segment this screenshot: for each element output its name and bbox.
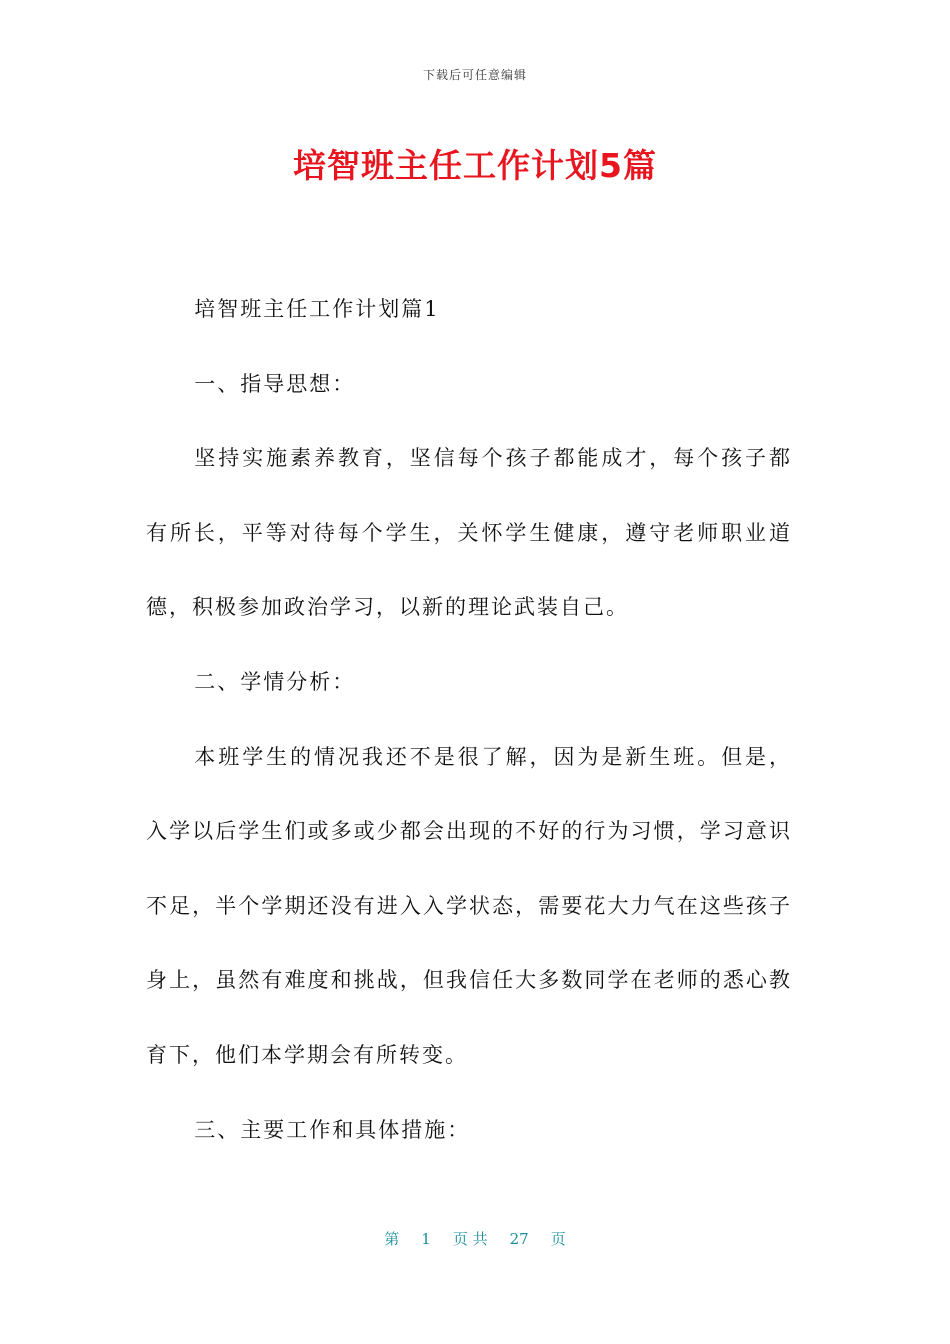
footer-page-prefix: 第 [384, 1230, 400, 1248]
section-heading-guiding-idea: 一、指导思想： [194, 371, 356, 396]
footer-page-mid: 页 共 [452, 1230, 488, 1248]
section-heading-student-analysis: 二、学情分析： [194, 669, 356, 694]
paragraph-guiding-idea: 坚持实施素养教育，坚信每个孩子都能成才，每个孩子都有所长，平等对待每个学生，关怀学生健康，遵守老师职业道德，积极参加政治学习，以新的理论武装自己。 [146, 446, 792, 620]
footer-current-page: 1 [421, 1230, 431, 1248]
section-heading-plan-1: 培智班主任工作计划篇1 [194, 297, 440, 321]
footer-page-suffix: 页 [550, 1230, 566, 1248]
section-heading-main-work: 三、主要工作和具体措施： [194, 1117, 471, 1142]
page-header-note: 下载后可任意编辑 [422, 68, 527, 82]
document-title: 培智班主任工作计划5篇 [293, 146, 657, 185]
document-body [146, 272, 792, 1167]
paragraph-student-analysis: 本班学生的情况我还不是很了解，因为是新生班。但是，入学以后学生们或多或少都会出现的不好的行为习惯，学习意识不足，半个学期还没有进入入学状态，需要花大力气在这些孩子身上，虽然有难度和挑战，但我信任大多数同学在老师的悉心教育下，他们本学期会有所转变。 [146, 744, 792, 1067]
footer-total-pages: 27 [509, 1230, 529, 1248]
page-footer [0, 1228, 950, 1249]
